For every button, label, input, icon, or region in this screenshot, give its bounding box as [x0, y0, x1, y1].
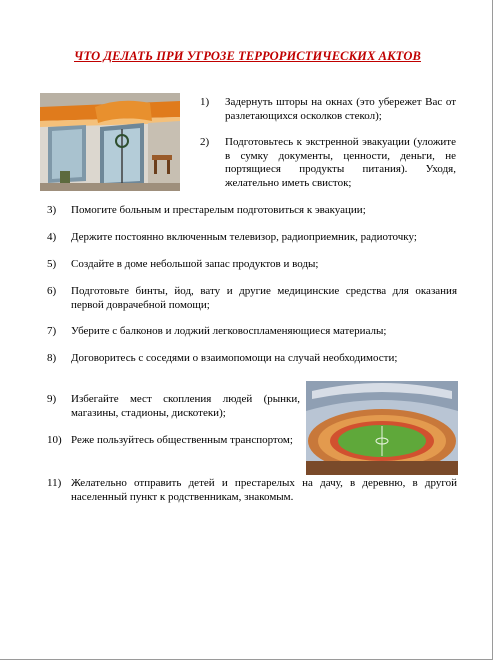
list-item: [47, 231, 457, 245]
stadium-illustration: [306, 381, 458, 475]
item-number: 10): [47, 434, 62, 446]
item-number: 1): [200, 96, 210, 108]
list-item: [47, 204, 457, 218]
item-number: 6): [47, 285, 57, 297]
item-text: Желательно отправить детей и престарелых на дачу, в деревню, в другой населенный пункт к родственникам, знакомым.: [71, 477, 457, 503]
item-number: 3): [47, 204, 57, 216]
list-item: [200, 136, 456, 190]
item-number: 2): [200, 136, 210, 148]
list-item: [47, 434, 300, 448]
item-text: Реже пользуйтесь общественным транспортом;: [71, 434, 293, 446]
list-item: [47, 325, 457, 339]
item-number: 4): [47, 231, 57, 243]
item-text: Подготовьтесь к экстренной эвакуации (уложите в сумку документы, ценности, деньги, не портящиеся продукты питания). Уходя, желательно иметь свисток;: [225, 136, 456, 189]
item-text: Держите постоянно включенным телевизор, радиоприемник, радиоточку;: [71, 231, 417, 243]
item-number: 9): [47, 393, 57, 405]
item-text: Подготовьте бинты, йод, вату и другие медицинские средства для оказания первой доврачебной помощи;: [71, 285, 457, 311]
item-number: 8): [47, 352, 57, 364]
item-number: 11): [47, 477, 62, 489]
item-text: Помогите больным и престарелым подготовиться к эвакуации;: [71, 204, 366, 216]
item-text: Задернуть шторы на окнах (это убережет Вас от разлетающихся осколков стекол);: [225, 96, 456, 122]
item-text: Уберите с балконов и лоджий легковоспламеняющиеся материалы;: [71, 325, 387, 337]
item-number: 5): [47, 258, 57, 270]
item-text: Избегайте мест скопления людей (рынки, магазины, стадионы, дискотеки);: [71, 393, 300, 419]
item-text: Создайте в доме небольшой запас продуктов и воды;: [71, 258, 319, 270]
list-item: [47, 258, 457, 272]
cafe-storefront-illustration: [40, 93, 180, 191]
list-item: [47, 352, 457, 366]
list-item: [47, 477, 457, 504]
document-title: ЧТО ДЕЛАТЬ ПРИ УГРОЗЕ ТЕРРОРИСТИЧЕСКИХ АКТОВ: [74, 49, 421, 63]
list-item: [200, 96, 456, 123]
item-text: Договоритесь с соседями о взаимопомощи на случай необходимости;: [71, 352, 398, 364]
item-number: 7): [47, 325, 57, 337]
list-item: [47, 285, 457, 312]
list-item: [47, 393, 300, 420]
